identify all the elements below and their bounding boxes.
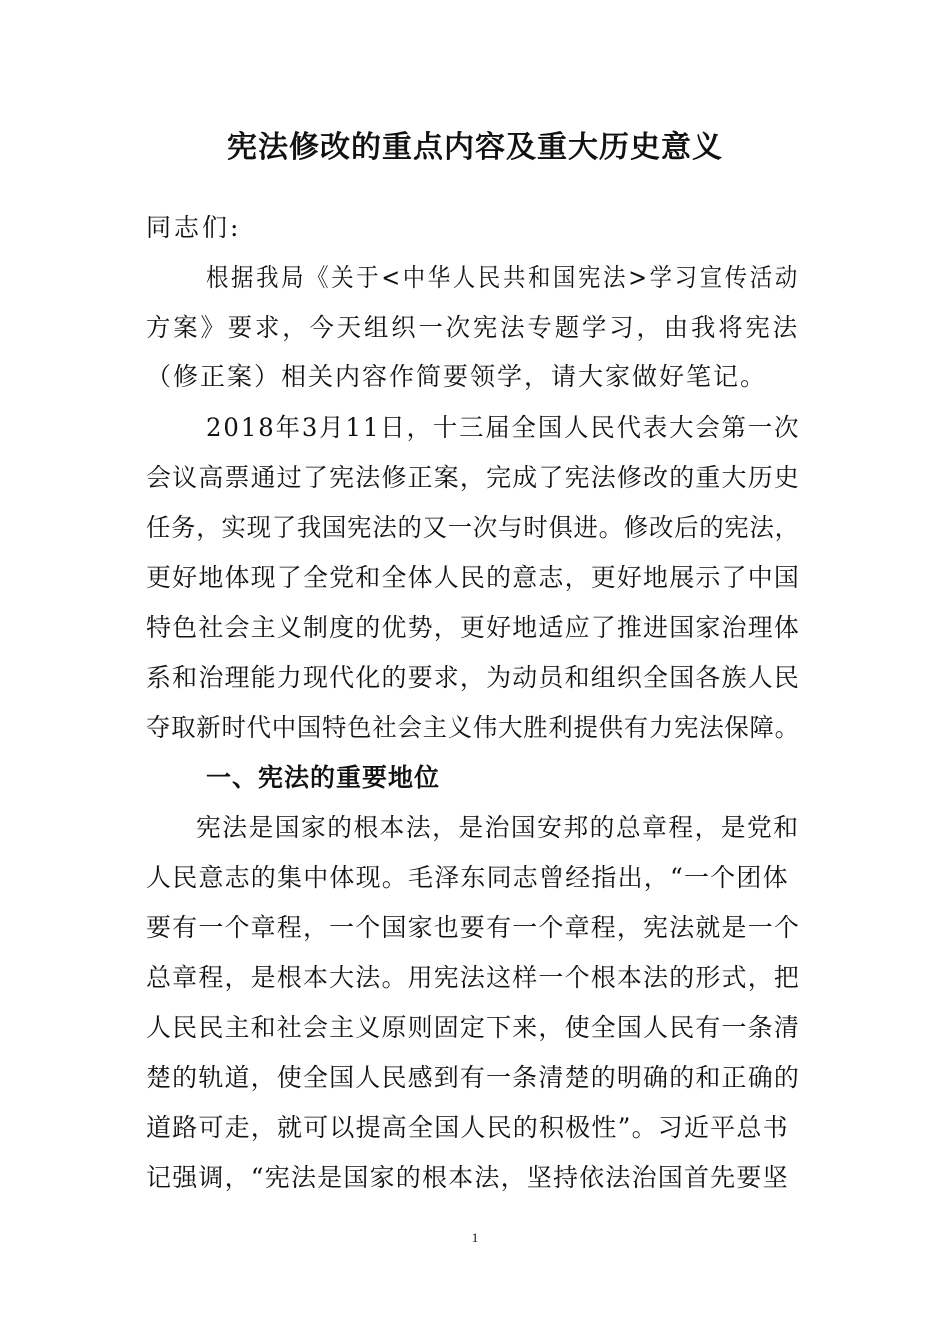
- page-number: 1: [471, 1230, 479, 1245]
- paragraph-line: 2018年3月11日，十三届全国人民代表大会第一次: [206, 413, 801, 442]
- paragraph-line: 总章程，是根本大法。用宪法这样一个根本法的形式，把: [146, 963, 801, 992]
- paragraph-line: 任务，实现了我国宪法的又一次与时俱进。修改后的宪法，: [146, 513, 800, 542]
- paragraph-line: 道路可走，就可以提高全国人民的积极性”。习近平总书: [146, 1113, 789, 1142]
- paragraph-line: 记强调，“宪法是国家的根本法，坚持依法治国首先要坚: [146, 1163, 789, 1192]
- paragraph-line: 会议高票通过了宪法修正案，完成了宪法修改的重大历史: [146, 463, 801, 492]
- paragraph-line: 系和治理能力现代化的要求，为动员和组织全国各族人民: [146, 663, 801, 692]
- paragraph-line: 要有一个章程，一个国家也要有一个章程，宪法就是一个: [146, 913, 801, 942]
- paragraph-line: 特色社会主义制度的优势，更好地适应了推进国家治理体: [146, 613, 801, 642]
- section-heading: 一、宪法的重要地位: [206, 763, 441, 792]
- paragraph-line: 楚的轨道，使全国人民感到有一条清楚的明确的和正确的: [146, 1063, 801, 1092]
- paragraph-line: 方案》要求，今天组织一次宪法专题学习，由我将宪法: [146, 313, 801, 342]
- paragraph-line: （修正案）相关内容作简要领学，请大家做好笔记。: [146, 362, 768, 391]
- paragraph-line: 更好地体现了全党和全体人民的意志，更好地展示了中国: [146, 563, 801, 592]
- salutation: 同志们:: [146, 213, 242, 242]
- paragraph-line: 人民民主和社会主义原则固定下来，使全国人民有一条清: [146, 1013, 801, 1042]
- document-title: 宪法修改的重点内容及重大历史意义: [227, 130, 723, 165]
- paragraph-line: 宪法是国家的根本法，是治国安邦的总章程，是党和: [196, 813, 800, 842]
- paragraph-line: 根据我局《关于<中华人民共和国宪法>学习宣传活动: [206, 263, 800, 292]
- paragraph-line: 人民意志的集中体现。毛泽东同志曾经指出，“一个团体: [146, 863, 789, 892]
- paragraph-line: 夺取新时代中国特色社会主义伟大胜利提供有力宪法保障。: [146, 713, 800, 742]
